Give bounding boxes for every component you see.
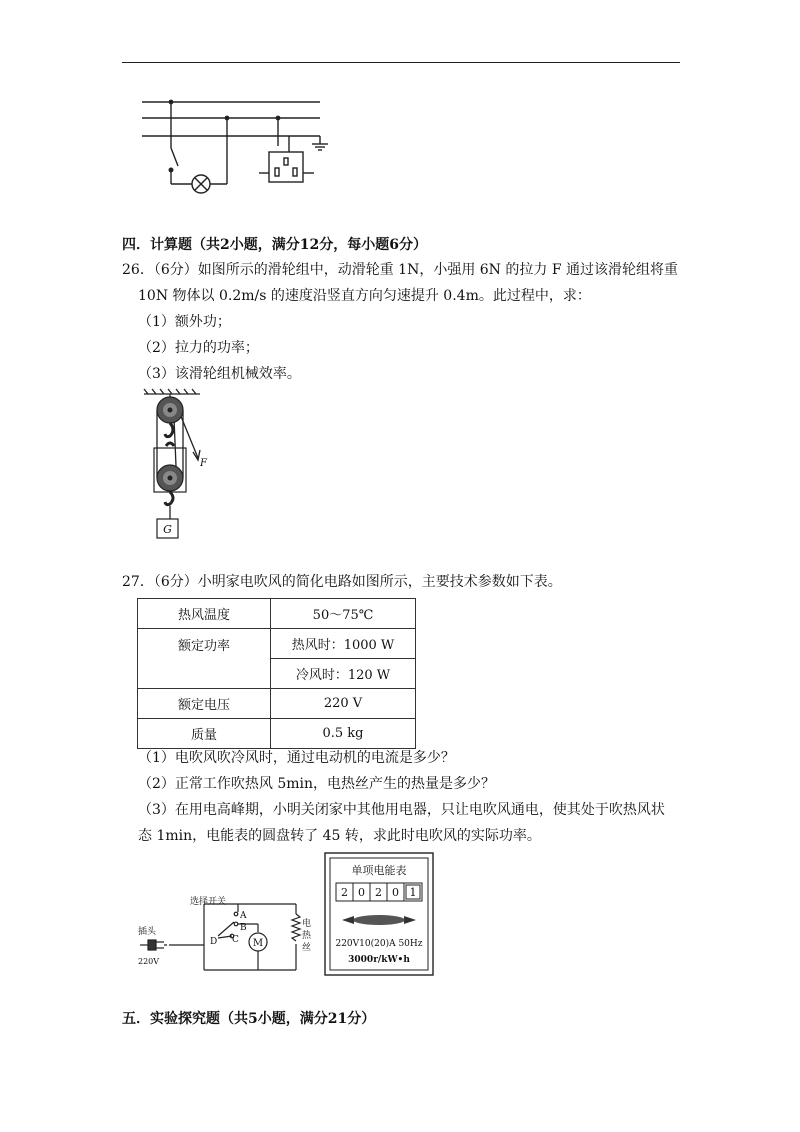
table-row <box>138 599 416 629</box>
meter-disc-icon <box>342 915 416 925</box>
meter-constant: 3000r/kW•h <box>348 955 410 965</box>
table-row <box>138 689 416 719</box>
meter-digit: 2 <box>341 886 348 899</box>
q26-sub3: （3）该滑轮组机械效率。 <box>138 366 301 382</box>
section-5-heading: 五．实验探究题（共5小题，满分21分） <box>122 1011 376 1027</box>
table-row <box>138 629 416 659</box>
switch-label: 选择开关 <box>190 897 227 907</box>
q27-stem: 27．（6分）小明家电吹风的简化电路如图所示，主要技术参数如下表。 <box>122 574 562 590</box>
heater-label-1: 电 <box>302 919 312 929</box>
q26-stem-line2: 10N 物体以 0.2m/s 的速度沿竖直方向匀速提升 0.4m。此过程中，求： <box>138 288 591 304</box>
table-cell: 热风温度 <box>138 599 271 629</box>
motor-label: M <box>252 938 264 949</box>
table-cell: 220 V <box>271 689 416 719</box>
household-circuit-diagram <box>138 92 338 198</box>
pulley-system-diagram <box>140 388 220 540</box>
meter-digit: 1 <box>409 886 417 899</box>
contact-a-label: A <box>240 911 247 921</box>
table-cell: 质量 <box>138 719 271 749</box>
meter-title: 单项电能表 <box>351 864 407 877</box>
contact-c-label: C <box>232 935 239 945</box>
table-cell: 额定电压 <box>138 689 271 719</box>
section-4-heading: 四．计算题（共2小题，满分12分，每小题6分） <box>122 237 427 253</box>
weight-label: G <box>163 523 172 536</box>
plug-label: 插头 <box>138 927 157 937</box>
table-row <box>138 719 416 749</box>
hair-dryer-circuit-diagram <box>136 888 316 980</box>
contact-d-label: D <box>210 937 218 947</box>
q27-sub2: （2）正常工作吹热风 5min，电热丝产生的热量是多少？ <box>138 776 496 792</box>
table-cell: 0.5 kg <box>271 719 416 749</box>
meter-digit: 0 <box>358 886 365 899</box>
spec-table <box>137 598 416 749</box>
q27-sub1: （1）电吹风吹冷风时，通过电动机的电流是多少？ <box>138 750 455 766</box>
table-cell: 冷风时：120 W <box>271 659 416 689</box>
table-cell: 热风时：1000 W <box>271 629 416 659</box>
meter-digit: 0 <box>392 886 399 899</box>
q26-sub1: （1）额外功； <box>138 314 231 330</box>
voltage-label: 220V <box>138 957 160 966</box>
table-cell: 50～75℃ <box>271 599 416 629</box>
meter-rating: 220V10(20)A 50Hz <box>335 939 423 949</box>
header-rule <box>122 62 680 63</box>
q27-sub3-line2: 态 1min，电能表的圆盘转了 45 转，求此时电吹风的实际功率。 <box>138 828 541 844</box>
heater-label-3: 丝 <box>302 943 312 953</box>
contact-b-label: B <box>240 923 247 933</box>
heater-label-2: 热 <box>302 931 312 941</box>
meter-digit: 2 <box>375 886 382 899</box>
q26-stem-line1: 26．（6分）如图所示的滑轮组中，动滑轮重 1N，小强用 6N 的拉力 F 通过该滑轮组将重 <box>122 262 678 278</box>
q26-sub2: （2）拉力的功率； <box>138 340 259 356</box>
electricity-meter <box>324 852 434 976</box>
table-cell: 额定功率 <box>138 629 271 689</box>
force-label: F <box>200 458 207 469</box>
q27-sub3-line1: （3）在用电高峰期，小明关闭家中其他用电器，只让电吹风通电，使其处于吹热风状 <box>138 802 665 818</box>
